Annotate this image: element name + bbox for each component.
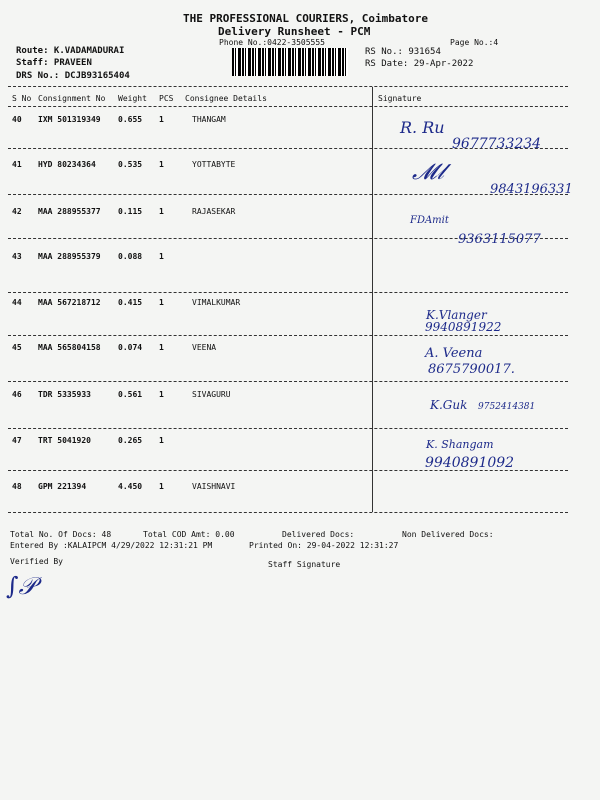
row-consignment: MAA 288955377 [38,207,101,216]
row-weight: 0.535 [118,160,143,169]
signature-44: K.Vlanger [426,308,487,322]
barcode-image [232,48,348,76]
table-bottom-rule [8,512,568,513]
row-consignment: TDR 5335933 [38,390,91,399]
row-pcs: 1 [159,115,164,124]
entered-by: Entered By :KALAIPCM 4/29/2022 12:31:21 PM [10,541,213,550]
row-pcs: 1 [159,482,164,491]
row-sno: 41 [12,160,22,169]
col-pcs: PCS [159,94,174,103]
phone-number: Phone No.:0422-3505555 [219,38,325,47]
signature-48-phone: 9940891092 [425,455,515,471]
row-consignee: YOTTABYTE [192,160,236,169]
row-pcs: 1 [159,207,164,216]
row-sno: 43 [12,252,22,261]
signature-41-scribble: 𝓜𝓁 [412,160,444,185]
header-top-rule [8,86,568,87]
row-weight: 4.450 [118,482,143,491]
row-pcs: 1 [159,343,164,352]
rs-number: RS No.: 931654 [365,47,441,57]
row-sno: 44 [12,298,22,307]
row-pcs: 1 [159,298,164,307]
signature-45: A. Veena [425,346,483,361]
row-pcs: 1 [159,160,164,169]
row-divider [8,381,568,382]
col-consignment: Consignment No [38,94,106,103]
row-sno: 45 [12,343,22,352]
total-docs: Total No. Of Docs: 48 [10,530,112,539]
signature-46: K.Guk [430,398,468,412]
row-consignment: MAA 567218712 [38,298,101,307]
signature-42-phone: 9363115077 [458,232,541,247]
row-consignee: VEENA [192,343,217,352]
staff-label: Staff: PRAVEEN [16,58,92,68]
row-consignment: IXM 501319349 [38,115,101,124]
signature-40: R. Ru [400,118,445,137]
signature-45-phone: 8675790017. [428,362,515,377]
signature-44-phone: 9940891922 [425,320,502,334]
row-weight: 0.074 [118,343,143,352]
row-consignee: SIVAGURU [192,390,231,399]
row-consignment: MAA 288955379 [38,252,101,261]
page-number: Page No.:4 [450,38,499,47]
row-sno: 48 [12,482,22,491]
signature-46-phone: 9752414381 [478,402,536,412]
row-weight: 0.088 [118,252,143,261]
staff-signature: Staff Signature [268,560,341,569]
total-cod: Total COD Amt: 0.00 [143,530,235,539]
col-sno: S No [12,94,32,103]
row-consignment: GPM 221394 [38,482,87,491]
row-weight: 0.265 [118,436,143,445]
signature-column-divider [372,87,373,512]
row-sno: 40 [12,115,22,124]
row-sno: 47 [12,436,22,445]
row-divider [8,428,568,429]
col-consignee: Consignee Details [185,94,267,103]
runsheet-subtitle: Delivery Runsheet - PCM [218,25,371,38]
route-label: Route: K.VADAMADURAI [16,46,125,56]
company-title: THE PROFESSIONAL COURIERS, Coimbatore [183,12,429,25]
row-weight: 0.415 [118,298,143,307]
drs-number: DRS No.: DCJB93165404 [16,71,130,81]
row-consignee: VAISHNAVI [192,482,236,491]
header-bottom-rule [8,106,568,107]
row-sno: 42 [12,207,22,216]
signature-40-phone: 9677733234 [452,136,542,152]
row-weight: 0.561 [118,390,143,399]
row-divider [8,194,568,195]
rs-date: RS Date: 29-Apr-2022 [365,59,474,69]
row-weight: 0.655 [118,115,143,124]
row-consignee: RAJASEKAR [192,207,236,216]
row-consignee: VIMALKUMAR [192,298,241,307]
row-consignment: MAA 565804158 [38,343,101,352]
row-pcs: 1 [159,436,164,445]
row-weight: 0.115 [118,207,143,216]
row-sno: 46 [12,390,22,399]
printed-on: Printed On: 29-04-2022 12:31:27 [249,541,399,550]
col-signature: Signature [378,94,422,103]
signature-41-phone: 9843196331 [490,182,573,197]
signature-48: K. Shangam [426,438,494,451]
row-divider [8,292,568,293]
verifier-signature: ∫𝒫 [6,572,36,600]
verified-by: Verified By [10,557,63,566]
signature-42: FDAmit [410,215,449,226]
row-divider [8,335,568,336]
row-pcs: 1 [159,252,164,261]
delivered-docs: Delivered Docs: [282,530,355,539]
row-consignment: TRT 5041920 [38,436,91,445]
non-delivered-docs: Non Delivered Docs: [402,530,494,539]
row-consignee: THANGAM [192,115,226,124]
row-pcs: 1 [159,390,164,399]
row-consignment: HYD 80234364 [38,160,96,169]
col-weight: Weight [118,94,147,103]
